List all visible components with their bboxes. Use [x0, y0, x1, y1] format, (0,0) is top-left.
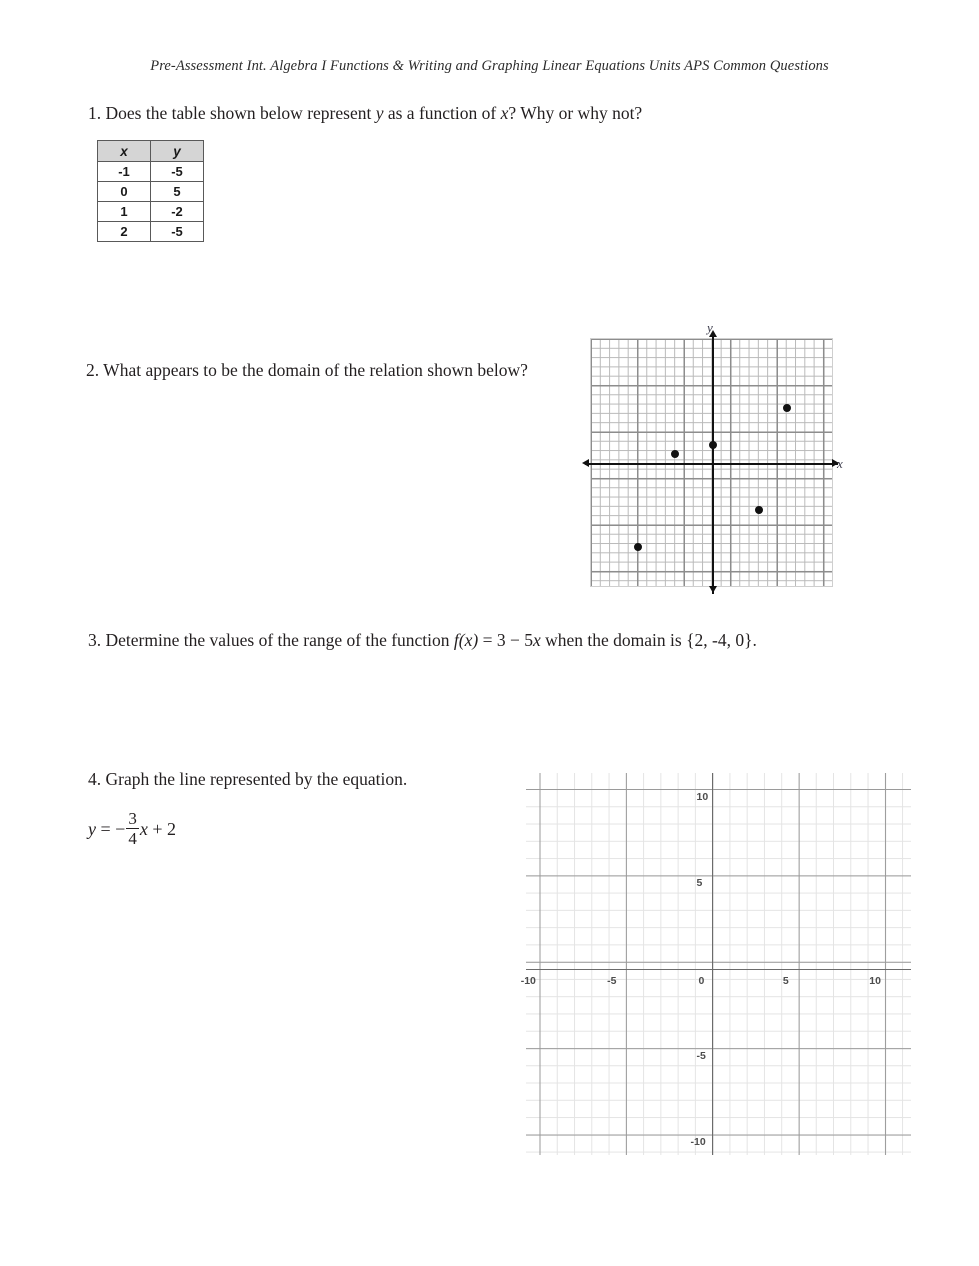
q3-coefficient: 5 — [524, 630, 533, 650]
q1-prefix: 1. Does the table shown below represent — [88, 103, 376, 123]
graph2-data-point — [709, 441, 717, 449]
graph2-y-axis — [712, 333, 714, 594]
eq-lhs: y — [88, 818, 96, 839]
blank-coordinate-plane-graph — [520, 773, 911, 1155]
eq-sign: − — [115, 818, 126, 839]
q1-suffix: ? Why or why not? — [508, 103, 643, 123]
relation-scatter-graph — [590, 338, 833, 587]
graph4-y-tick-label: -10 — [690, 1136, 706, 1149]
graph4-y-tick-label: 5 — [696, 877, 703, 890]
graph2-data-point — [634, 543, 642, 551]
q1-variable-x: x — [500, 103, 509, 123]
y-axis-up-arrow-icon — [709, 330, 717, 337]
x-axis-left-arrow-icon — [582, 459, 589, 467]
cell-x: 0 — [98, 182, 151, 202]
q3-variable: x — [532, 630, 541, 650]
q3-prefix: 3. Determine the values of the range of the function — [88, 630, 454, 650]
table-row — [98, 182, 204, 202]
graph2-data-point — [783, 404, 791, 412]
q3-equals: = 3 — [478, 630, 510, 650]
question-3-text — [88, 628, 918, 653]
graph2-x-axis-label: x — [837, 456, 843, 471]
cell-y: -2 — [151, 202, 204, 222]
table-header-x: x — [98, 141, 151, 162]
graph4-y-tick-label: -5 — [696, 1049, 706, 1062]
cell-x: -1 — [98, 162, 151, 182]
graph4-x-tick-label: -10 — [520, 974, 536, 987]
eq-fraction — [126, 810, 139, 848]
table-row — [98, 162, 204, 182]
eq-numerator: 3 — [128, 809, 137, 828]
graph4-x-tick-label: 10 — [869, 974, 881, 987]
graph4-x-tick-label: 5 — [782, 974, 789, 987]
question-4-equation — [88, 810, 518, 848]
eq-tail: + 2 — [152, 818, 176, 839]
graph4-y-axis — [712, 773, 713, 1155]
question-1-text — [88, 101, 848, 126]
table-header-y: y — [151, 141, 204, 162]
q1-middle: as a function of — [383, 103, 501, 123]
document-header: Pre-Assessment Int. Algebra I Functions & Writing and Graphing Linear Equations Units APS Common Questions — [150, 58, 829, 74]
cell-y: 5 — [151, 182, 204, 202]
q3-function-name: f — [453, 630, 459, 650]
table-header-row — [98, 141, 204, 162]
y-axis-down-arrow-icon — [709, 586, 717, 593]
x-axis-right-arrow-icon — [832, 459, 839, 467]
xy-value-table — [97, 140, 204, 242]
eq-denominator: 4 — [128, 829, 137, 849]
cell-x: 2 — [98, 222, 151, 242]
question-4-text: 4. Graph the line represented by the equation. — [88, 769, 408, 789]
cell-y: -5 — [151, 222, 204, 242]
graph4-x-axis — [526, 969, 911, 970]
cell-x: 1 — [98, 202, 151, 222]
q1-variable-y: y — [375, 103, 384, 123]
q3-suffix: when the domain is {2, -4, 0}. — [540, 630, 757, 650]
table-row — [98, 222, 204, 242]
graph2-data-point — [671, 450, 679, 458]
graph2-data-point — [755, 506, 763, 514]
eq-variable: x — [139, 818, 148, 839]
cell-y: -5 — [151, 162, 204, 182]
graph2-y-axis-label: y — [707, 320, 713, 335]
question-2-text: 2. What appears to be the domain of the relation shown below? — [86, 360, 528, 380]
graph4-x-tick-label: -5 — [607, 974, 617, 987]
q3-function-arg: (x) — [458, 630, 479, 650]
graph4-x-tick-label: 0 — [698, 974, 705, 987]
table-row — [98, 202, 204, 222]
q3-minus: − — [509, 630, 525, 650]
graph4-y-tick-label: 10 — [696, 790, 709, 803]
question-1-table-wrapper — [97, 140, 204, 242]
eq-equals: = — [100, 818, 111, 839]
